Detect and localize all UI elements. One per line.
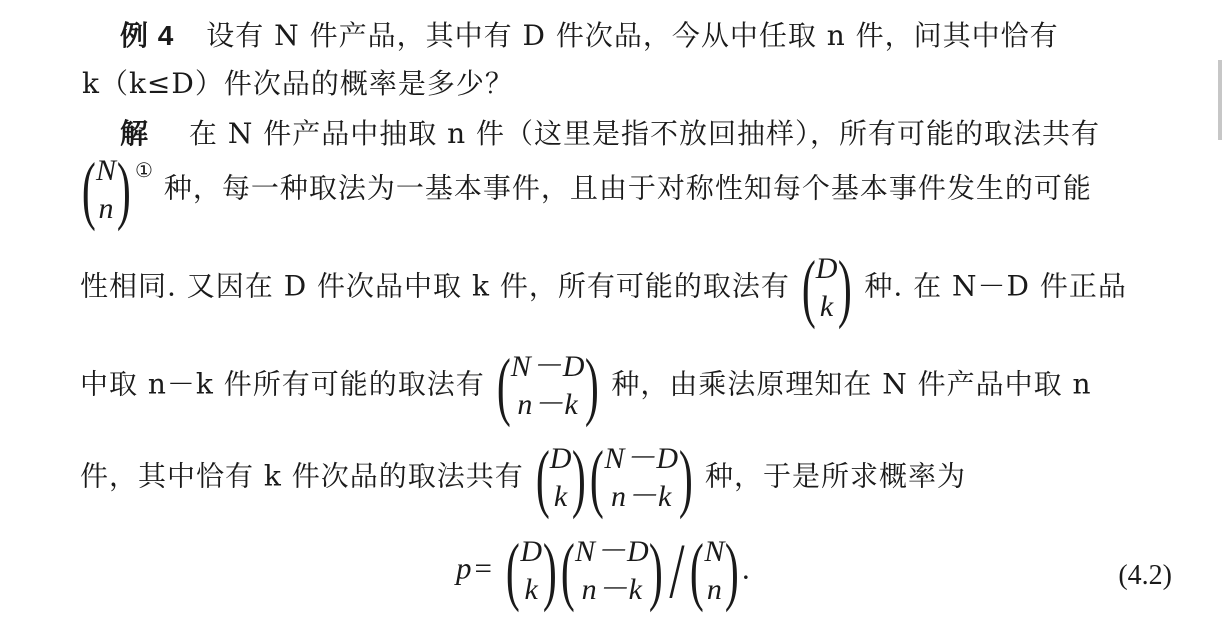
division-slash: / bbox=[669, 527, 685, 614]
solution-text-6a: 中取 n－k 件所有可能的取法有 bbox=[80, 367, 485, 401]
binom-ND-nk-2: ( N－D n－k ) bbox=[590, 436, 694, 520]
solution-label: 解 bbox=[120, 118, 150, 149]
formula-binom-N-n: ( N n ) bbox=[690, 529, 740, 613]
binom-bottom: n－k bbox=[611, 480, 673, 513]
solution-text-7a: 件，其中恰有 k 件次品的取法共有 bbox=[80, 459, 524, 493]
solution-line-4 bbox=[80, 148, 1092, 232]
footnote-mark: ① bbox=[135, 158, 154, 183]
example-line-2 bbox=[82, 62, 514, 102]
solution-text-3: 在 N 件产品中抽取 n 件（这里是指不放回抽样），所有可能的取法共有 bbox=[188, 117, 1101, 150]
binom-bottom: n bbox=[706, 573, 723, 606]
formula-lhs: p= bbox=[456, 550, 495, 586]
solution-text-4: 种，每一种取法为一基本事件，且由于对称性知每个基本事件发生的可能 bbox=[163, 171, 1092, 205]
binom-top: D bbox=[520, 535, 543, 568]
binom-top: D bbox=[549, 442, 573, 475]
solution-line-5 bbox=[80, 246, 1127, 330]
binom-bottom: k bbox=[553, 480, 569, 513]
binom-bottom: n－k bbox=[581, 573, 643, 606]
example-text-1: 设有 N 件产品，其中有 D 件次品，今从中任取 n 件，问其中恰有 bbox=[206, 19, 1059, 52]
solution-line-6 bbox=[80, 344, 1092, 428]
binom-top: N－D bbox=[604, 442, 680, 475]
binom-ND-nk: ( N－D n－k ) bbox=[496, 344, 600, 428]
binom-top: N bbox=[704, 535, 726, 568]
binom-bottom: k bbox=[819, 290, 835, 323]
binom-bottom: n－k bbox=[517, 388, 579, 421]
solution-text-5b: 种. 在 N－D 件正品 bbox=[864, 269, 1127, 303]
formula-binom-D-k: ( D k ) bbox=[506, 529, 558, 613]
solution-text-7b: 种，于是所求概率为 bbox=[704, 459, 966, 493]
example-text-2: k（k≤D）件次品的概率是多少？ bbox=[82, 67, 514, 100]
equation-number: (4.2) bbox=[1118, 560, 1172, 591]
example-line-1 bbox=[120, 14, 1059, 54]
binom-top: D bbox=[815, 252, 839, 285]
binom-bottom: k bbox=[524, 573, 539, 606]
formula-binom-ND-nk: ( N－D n－k ) bbox=[560, 529, 664, 613]
formula-end: . bbox=[741, 552, 752, 586]
formula-4-2 bbox=[456, 527, 752, 614]
binom-N-n: ( N n ) bbox=[81, 148, 132, 232]
scan-edge-mark bbox=[1218, 60, 1222, 140]
binom-top: N bbox=[96, 154, 118, 187]
solution-line-3 bbox=[120, 112, 1100, 152]
binom-D-k-2: ( D k ) bbox=[535, 436, 587, 520]
binom-top: N－D bbox=[510, 350, 586, 383]
solution-text-5a: 性相同. 又因在 D 件次品中取 k 件，所有可能的取法有 bbox=[80, 269, 790, 303]
binom-bottom: n bbox=[98, 192, 115, 225]
binom-D-k: ( D k ) bbox=[801, 246, 853, 330]
solution-line-7 bbox=[80, 436, 966, 520]
solution-text-6b: 种，由乘法原理知在 N 件产品中取 n bbox=[611, 367, 1092, 401]
example-label: 例 4 bbox=[120, 20, 175, 51]
binom-top: N－D bbox=[575, 535, 650, 568]
